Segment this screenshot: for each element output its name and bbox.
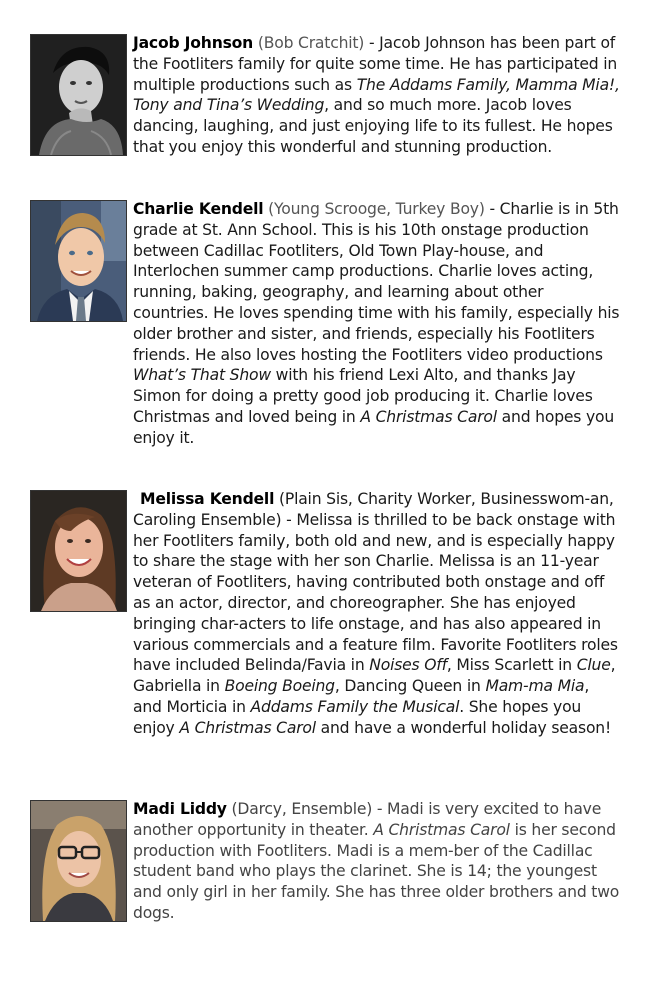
bio-body: - Jacob Johnson has been part of the Footliters family for quite some time. He has participated in multiple productions such as bbox=[133, 34, 618, 94]
bio-italic-title: Noises Off bbox=[369, 656, 447, 675]
bio-madi-liddy bbox=[30, 800, 620, 930]
bio-body: , Gabriella in bbox=[133, 656, 616, 696]
bio-italic-title: A Christmas Carol bbox=[360, 407, 497, 426]
cast-role: (Darcy, Ensemble) bbox=[231, 800, 373, 818]
cast-role: (Bob Cratchit) bbox=[257, 34, 365, 52]
bio-body: . She hopes you enjoy bbox=[133, 697, 582, 737]
bio-body: is her second production with Footliters. Madi is a mem-ber of the Cadillac student band who plays the clarinet. She is 14; the youngest and only girl in her family. She has three older brothers and two dogs. bbox=[133, 820, 620, 922]
bio-body: , and so much more. Jacob loves dancing, laughing, and just enjoying life to its fullest. He hopes that you enjoy this wonderful and stunning production. bbox=[133, 96, 613, 156]
bio-italic-title: Mam-ma Mia bbox=[485, 677, 585, 696]
cast-role: (Young Scrooge, Turkey Boy) bbox=[268, 200, 485, 218]
bio-body: , Dancing Queen in bbox=[334, 677, 486, 696]
bio-italic-title: What’s That Show bbox=[133, 366, 271, 385]
bio-body: - Melissa is thrilled to be back onstage with her Footliters family, both old and new, and is especially happy to share the stage with her son Charlie. Melissa is an 11-year veteran of Footliters, having contributed both onstage and off as an actor, director, and choreographer. She has enjoyed bringing char-acters to life onstage, and has also appeared in various commercials and a feature film. Favorite Footliters roles have included Belinda/Favia in bbox=[133, 510, 618, 675]
bio-body: , Miss Scarlett in bbox=[446, 656, 577, 675]
bio-charlie-kendell bbox=[30, 200, 620, 470]
bio-body: - Madi is very excited to have another opportunity in theater. bbox=[133, 800, 602, 839]
bio-italic-title: The Addams Family, Mamma Mia!, Tony and Tina’s Wedding bbox=[133, 75, 620, 115]
bio-body: , and Morticia in bbox=[133, 677, 590, 716]
cast-name: Jacob Johnson bbox=[133, 34, 254, 52]
bio-body: with his friend Lexi Alto, and thanks Jay Simon for doing a pretty good job producing it. Charlie loves Christmas and loved being in bbox=[133, 366, 593, 426]
bio-body: - Charlie is in 5th grade at St. Ann School. This is his 10th onstage production between Cadillac Footliters, Old Town Play-house, and Interlochen summer camp productions. Charlie loves acting, running, baking, geography, and learning about other countries. He loves spending time with his family, especially his older brother and sister, and friends, especially his Footliters friends. He also loves hosting the Footliters video productions bbox=[133, 200, 620, 364]
headshot-jacob-johnson bbox=[30, 34, 127, 156]
bio-text bbox=[133, 33, 620, 158]
headshot-melissa-kendell bbox=[30, 490, 127, 612]
cast-role: (Plain Sis, Charity Worker, Businesswom-an, Caroling Ensemble) bbox=[133, 490, 614, 529]
cast-name: Charlie Kendell bbox=[133, 200, 264, 218]
bio-text bbox=[133, 489, 620, 739]
bio-italic-title: Boeing Boeing bbox=[224, 677, 335, 696]
headshot-charlie-kendell bbox=[30, 200, 127, 322]
bio-italic-title: Addams Family the Musical bbox=[250, 697, 460, 716]
headshot-madi-liddy bbox=[30, 800, 127, 922]
bio-body: and hopes you enjoy it. bbox=[133, 407, 615, 447]
bio-italic-title: A Christmas Carol bbox=[179, 718, 316, 737]
bio-text bbox=[133, 199, 620, 449]
bio-jacob-johnson bbox=[30, 34, 620, 174]
cast-name: Madi Liddy bbox=[133, 800, 227, 818]
bio-italic-title: Clue bbox=[576, 656, 611, 675]
bio-text bbox=[133, 799, 620, 924]
cast-name: Melissa Kendell bbox=[140, 490, 275, 508]
bio-italic-title: A Christmas Carol bbox=[373, 820, 510, 839]
bio-body: and have a wonderful holiday season! bbox=[315, 718, 612, 737]
bio-melissa-kendell bbox=[30, 490, 620, 780]
